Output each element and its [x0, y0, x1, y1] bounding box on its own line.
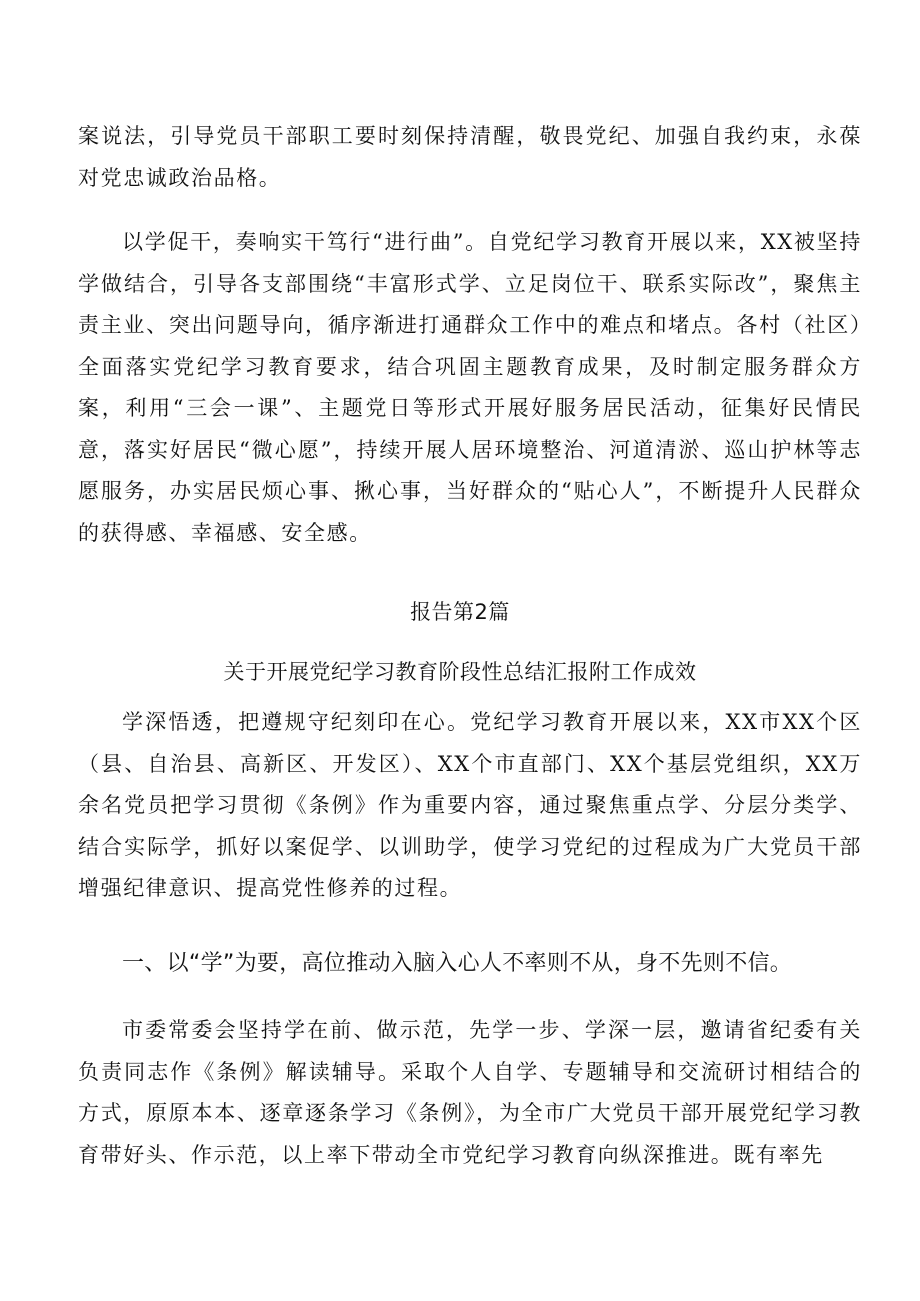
section-heading-1: 一、以“学”为要，高位推动入脑入心人不率则不从，身不先则不信。: [122, 951, 793, 976]
paragraph-study-promote-work: 以学促干，奏响实干笃行“进行曲”。自党纪学习教育开展以来，XX被坚持学做结合，引导各支部围绕“丰富形式学、立足岗位干、联系实际改”，聚焦主责主业、突出问题导向，循序渐进打通群众工作中的难点和堵点。各村（社区）全面落实党纪学习教育要求，结合巩固主题教育成果，及时制定服务群众方案，利用“三会一课”、主题党日等形式开展好服务居民活动，征集好民情民意，落实好居民“微心愿”，持续开展人居环境整治、河道清淤、巡山护林等志愿服务，办实居民烦心事、揪心事，当好群众的“贴心人”，不断提升人民群众的获得感、幸福感、安全感。: [78, 230, 862, 545]
paragraph-standing-committee: 市委常委会坚持学在前、做示范，先学一步、学深一层，邀请省纪委有关负责同志作《条例》解读辅导。采取个人自学、专题辅导和交流研讨相结合的方式，原原本本、逐章逐条学习《条例》，为全市广大党员干部开展党纪学习教育带好头、作示范，以上率下带动全市党纪学习教育向纵深推进。既有率先: [78, 1018, 862, 1167]
section-label: 报告第2篇: [410, 600, 510, 624]
paragraph-study-deeply: 学深悟透，把遵规守纪刻印在心。党纪学习教育开展以来，XX市XX个区（县、自治县、高新区、开发区）、XX个市直部门、XX个基层党组织，XX万余名党员把学习贯彻《条例》作为重要内容，通过聚焦重点学、分层分类学、结合实际学，抓好以案促学、以训助学，使学习党纪的过程成为广大党员干部增强纪律意识、提高党性修养的过程。: [78, 710, 862, 900]
paragraph-continuation: 案说法，引导党员干部职工要时刻保持清醒，敬畏党纪、加强自我约束，永葆对党忠诚政治品格。: [78, 124, 862, 190]
article-title: 关于开展党纪学习教育阶段性总结汇报附工作成效: [223, 660, 697, 684]
